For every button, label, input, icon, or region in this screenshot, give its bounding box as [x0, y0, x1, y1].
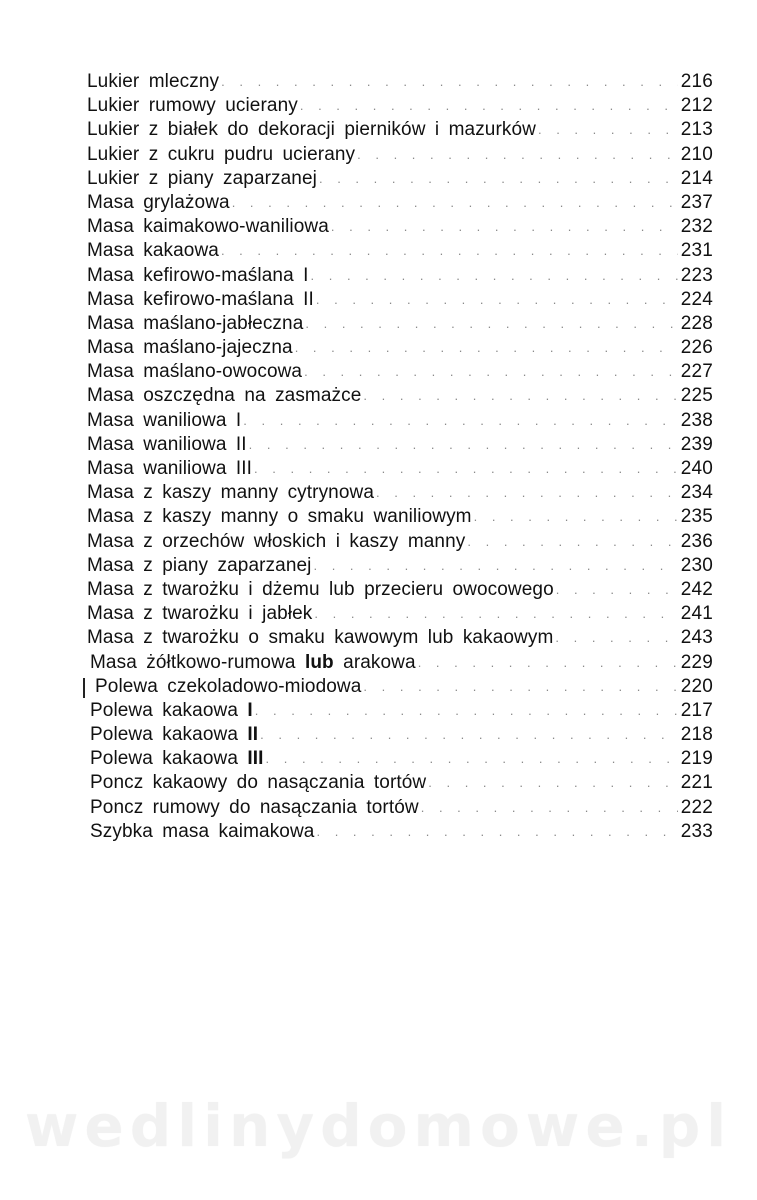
page-number: 228	[680, 312, 713, 334]
dot-leader	[260, 723, 678, 747]
entry-title: Masa kakaowa	[87, 240, 219, 262]
dot-leader	[363, 675, 677, 699]
dot-leader	[474, 505, 678, 529]
toc-entry	[87, 505, 713, 529]
entry-title: Masa waniliowa II	[87, 433, 247, 455]
entry-title: Lukier z białek do dekoracji pierników i mazurków	[87, 119, 536, 141]
toc-entry	[87, 457, 713, 481]
toc-entry	[87, 312, 713, 336]
page-number: 210	[680, 143, 713, 165]
dot-leader	[319, 167, 678, 191]
entry-title: Masa maślano-jabłeczna	[87, 312, 304, 334]
page-number: 220	[680, 675, 713, 697]
entry-title	[90, 699, 253, 723]
toc-entry	[87, 360, 713, 384]
entry-title	[90, 723, 258, 747]
toc-entry	[87, 699, 713, 723]
watermark: wedlinydomowe.pl	[24, 1092, 733, 1160]
toc-entry	[87, 118, 713, 142]
page-number: 235	[680, 506, 713, 528]
dot-leader	[357, 143, 678, 167]
dot-leader	[376, 481, 678, 505]
dot-leader	[266, 747, 678, 771]
page-number: 243	[680, 627, 713, 649]
page-number: 213	[680, 119, 713, 141]
page-number: 225	[680, 385, 713, 407]
toc-entry	[87, 143, 713, 167]
page-number: 242	[680, 578, 713, 600]
entry-title: Masa z kaszy manny o smaku waniliowym	[87, 506, 472, 528]
page-number: 218	[680, 724, 713, 746]
toc-entry	[87, 747, 713, 771]
entry-title: Masa kefirowo-maślana II	[87, 288, 314, 310]
dot-leader	[300, 94, 678, 118]
entry-title: Masa z twarożku o smaku kawowym lub kakaowym	[87, 627, 554, 649]
page-number: 221	[680, 772, 713, 794]
entry-title-bold: III	[247, 748, 264, 770]
entry-title: Masa kefirowo-maślana I	[87, 264, 309, 286]
entry-title: Lukier z piany zaparzanej	[87, 167, 317, 189]
page-number: 233	[680, 820, 713, 842]
entry-title-text: Masa żółtkowo-rumowa	[90, 651, 296, 673]
page-number: 238	[680, 409, 713, 431]
entry-title: Szybka masa kaimakowa	[90, 820, 315, 842]
toc-entry	[87, 723, 713, 747]
dot-leader	[331, 215, 678, 239]
toc-entry	[87, 820, 713, 844]
entry-title: Masa waniliowa III	[87, 458, 253, 479]
entry-title-text: arakowa	[343, 651, 416, 673]
toc-entry	[87, 433, 713, 457]
toc-entry	[87, 771, 713, 795]
entry-title: Masa oszczędna na zasmażce	[87, 385, 362, 407]
toc-entry	[87, 215, 713, 239]
dot-leader	[295, 336, 678, 360]
dot-leader	[467, 530, 677, 554]
dot-leader	[221, 239, 678, 263]
dot-leader	[538, 118, 678, 142]
entry-title: Masa z piany zaparzanej	[87, 554, 312, 576]
entry-title: Polewa czekoladowo-miodowa	[95, 675, 362, 697]
page-number: 234	[680, 482, 713, 504]
page-number: 232	[680, 216, 713, 238]
page-number: 241	[680, 603, 713, 625]
dot-leader	[232, 191, 678, 215]
page-number: 212	[680, 95, 713, 117]
toc-entry	[87, 288, 713, 312]
page-number: 230	[680, 554, 713, 576]
dot-leader	[556, 578, 678, 602]
entry-title: Lukier z cukru pudru ucierany	[87, 143, 356, 165]
toc-entry	[87, 167, 713, 191]
dot-leader	[555, 626, 677, 650]
dot-leader	[304, 360, 678, 384]
dot-leader	[311, 264, 678, 288]
entry-title	[90, 651, 416, 675]
entry-title: Lukier rumowy ucierany	[87, 95, 298, 117]
entry-title: Masa z twarożku i dżemu lub przecieru owocowego	[87, 578, 554, 600]
page-number: 214	[680, 167, 713, 189]
page-number: 226	[680, 337, 713, 359]
dot-leader	[305, 312, 677, 336]
entry-title: Poncz rumowy do nasączania tortów	[90, 796, 419, 818]
page-number: 231	[680, 240, 713, 262]
toc-entry	[87, 578, 713, 602]
dot-leader	[418, 651, 678, 675]
page-number: 216	[680, 71, 713, 92]
toc-entry	[87, 264, 713, 288]
entry-title: Masa z kaszy manny cytrynowa	[87, 482, 374, 504]
toc-entry-marked	[83, 675, 713, 699]
dot-leader	[363, 384, 677, 408]
toc-entry	[87, 626, 713, 650]
dot-leader	[316, 288, 678, 312]
entry-title: Masa grylażowa	[87, 191, 230, 213]
toc-entry	[87, 651, 713, 675]
page-number: 222	[680, 796, 713, 818]
dot-leader	[254, 457, 678, 481]
entry-title: Masa maślano-jajeczna	[87, 337, 293, 359]
entry-title-text: Polewa kakaowa	[90, 724, 238, 746]
table-of-contents	[87, 70, 713, 844]
toc-entry	[87, 70, 713, 94]
entry-title: Masa maślano-owocowa	[87, 361, 303, 383]
page-number: 219	[680, 748, 713, 770]
entry-title-bold: II	[247, 724, 259, 746]
entry-title-bold: I	[247, 699, 253, 721]
entry-title: Masa waniliowa I	[87, 409, 242, 431]
page-number: 239	[680, 433, 713, 455]
entry-title: Masa z twarożku i jabłek	[87, 603, 313, 625]
dot-leader	[249, 433, 678, 457]
dot-leader	[421, 796, 678, 820]
toc-entry	[87, 94, 713, 118]
toc-entry	[87, 336, 713, 360]
dot-leader	[428, 771, 677, 795]
page-number: 237	[680, 191, 713, 213]
toc-entry	[87, 239, 713, 263]
page-number: 227	[680, 361, 713, 383]
toc-entry	[87, 191, 713, 215]
entry-title: Poncz kakaowy do nasączania tortów	[90, 772, 427, 794]
entry-title	[90, 747, 264, 771]
page-number: 217	[680, 699, 713, 721]
dot-leader	[221, 70, 678, 94]
toc-entry	[87, 602, 713, 626]
dot-leader	[243, 409, 677, 433]
entry-title-bold: lub	[304, 651, 334, 673]
dot-leader	[316, 820, 677, 844]
page-number: 223	[680, 264, 713, 286]
toc-entry	[87, 796, 713, 820]
page-number: 240	[680, 458, 713, 479]
entry-title: Lukier mleczny	[87, 71, 220, 92]
page-number: 229	[680, 651, 713, 673]
page-number: 236	[680, 530, 713, 552]
toc-entry	[87, 384, 713, 408]
dot-leader	[255, 699, 678, 723]
toc-entry	[87, 409, 713, 433]
page-number: 224	[680, 288, 713, 310]
toc-entry	[87, 530, 713, 554]
entry-title-text: Polewa kakaowa	[90, 748, 238, 770]
entry-title: Masa kaimakowo-waniliowa	[87, 216, 329, 238]
toc-entry	[87, 481, 713, 505]
dot-leader	[314, 602, 677, 626]
entry-title: Masa z orzechów włoskich i kaszy manny	[87, 530, 466, 552]
dot-leader	[313, 554, 677, 578]
entry-title-text: Polewa kakaowa	[90, 699, 238, 721]
toc-entry	[87, 554, 713, 578]
